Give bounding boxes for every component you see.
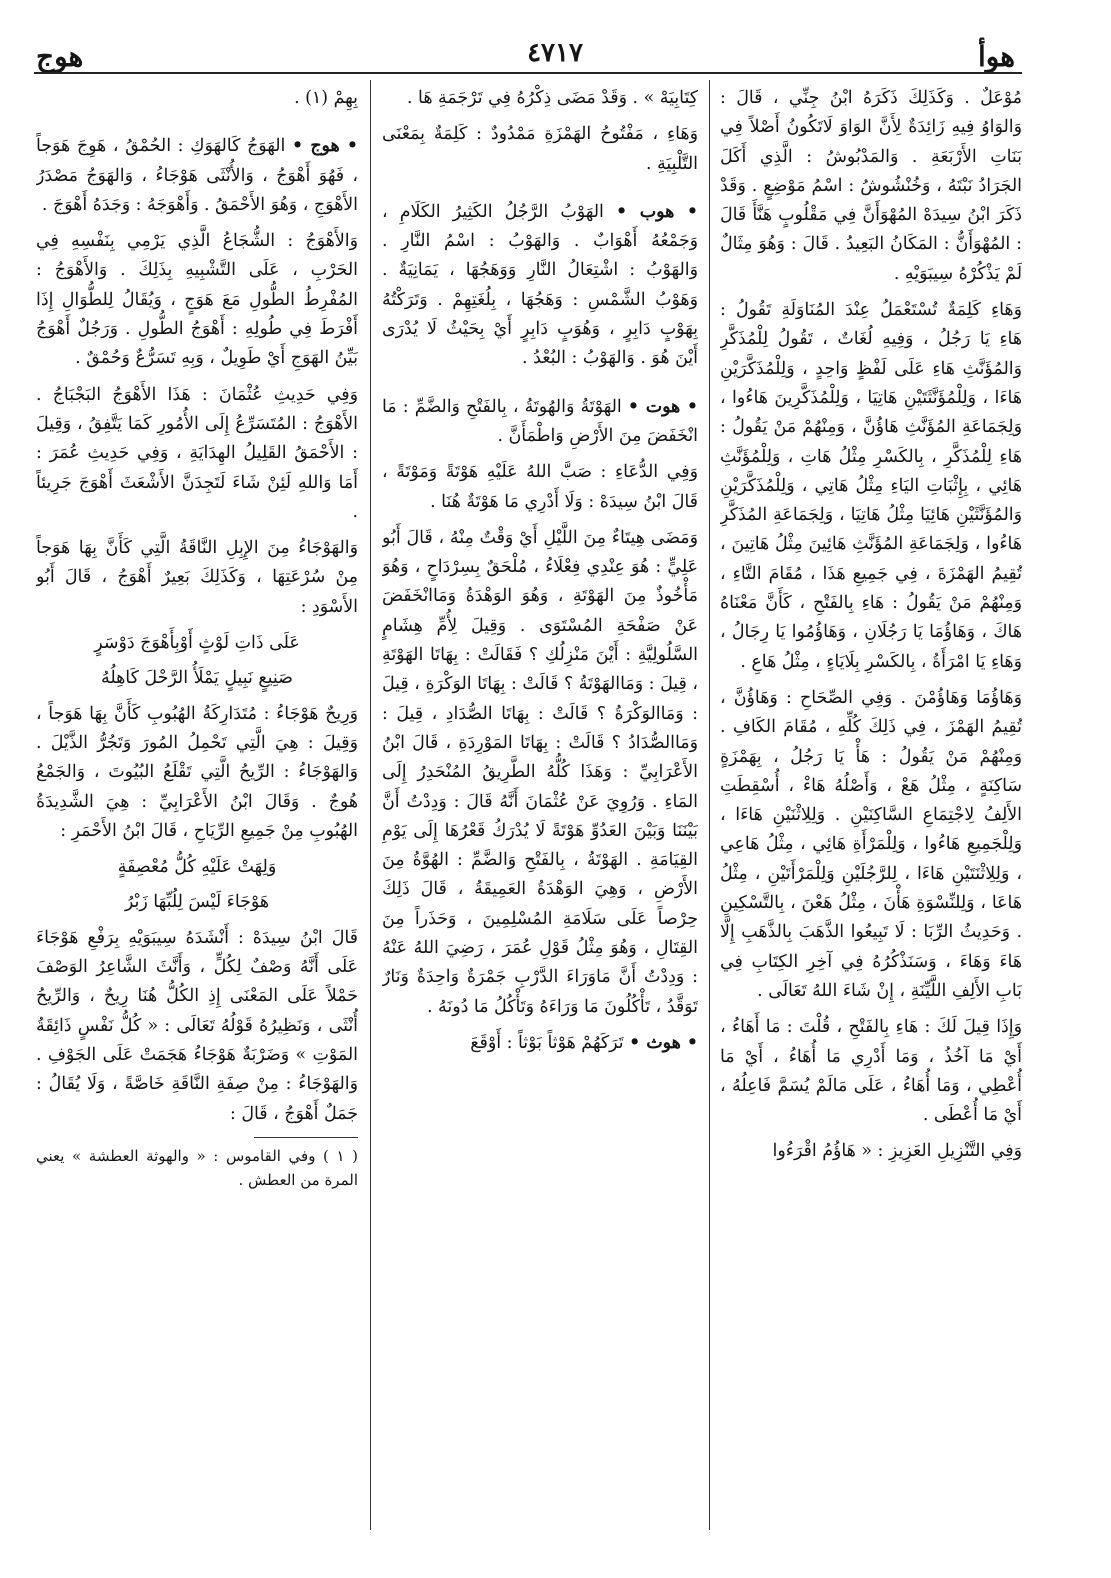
- entry-text: تَرَكَهُمْ هَوْثاً بَوْثاً : أَوْقَعَ: [470, 1032, 624, 1053]
- verse-line: وَلِهَتْ عَلَيْهِ كُلُّ مُعْصِفَةٍ: [117, 857, 277, 878]
- paragraph: وَالهَوْجَاءُ مِنَ الإِبِلِ النَّاقَةُ الَّتِي كَأَنَّ بِهَا هَوَجاً مِنْ سُرْعَتِهَا ، وَكَذَلِكَ بَعِيرٌ أَهْوَجُ ، قَالَ أَبُو الأَسْوَدِ :: [36, 538, 358, 617]
- entry-hwt: [382, 393, 698, 452]
- running-head-right: هوأ: [977, 40, 1015, 73]
- paragraph: وَمَضَى هِيتَاءٌ مِنَ اللَّيْلِ أَيْ وَقْتٌ مِنْهُ ، قَالَ أَبُو عَلِيٍّ : هُوَ عِنْدِي فِعْلَاءُ ، مُلْحَقٌ بِسِرْدَاحٍ ، وَهُوَ مَأْخُوذٌ مِنَ الهَوْتَةِ ، وَهُوَ الوَهْدَةُ وَمَاانْخَفَضَ عَنْ صَفْحَةِ المُسْتَوَى . وَقِيلَ لِأُمِّ هِشَامٍ السَّلُولِيَّةِ : أَيْنَ مَنْزِلُكِ ؟ فَقَالَتْ : بِهَاتَا الهَوْتَةِ ، قِيلَ : وَمَاالهَوْتَةُ ؟ قَالَتْ : بِهَاتَا الوَكْرَةِ ، قِيلَ : وَمَاالوَكْرَةُ ؟ قَالَتْ : بِهَاتَا الصُّدَادِ ، قِيلَ : وَمَاالصُّدَادُ ؟ قَالَتْ : بِهَاتَا المَوْرِدَةِ ، قَالَ ابْنُ الأَعْرَابِيِّ : وَهَذَا كُلُّهُ الطَّرِيقُ المُنْحَدِرُ إِلَى المَاءِ . وَرُوِيَ عَنْ عُثْمَانَ أَنَّهُ قَالَ : وَدِدْتُ أَنَّ بَيْنَنَا وَبَيْنَ العَدُوِّ هَوْتَةً لَا يُدْرَكُ قَعْرُهَا إِلَى يَوْمِ القِيَامَةِ . الهَوْتَةُ ، بِالفَتْحِ وَالضَّمِّ : الهُوَّةُ مِنَ الأَرْضِ ، وَهِيَ الوَهْدَةُ العَمِيقَةُ ، قَالَ ذَلِكَ حِرْصاً عَلَى سَلَامَةِ المُسْلِمِينَ ، وَحَذَراً مِنَ القِتَالِ ، وَهُوَ مِثْلُ قَوْلِ عُمَرَ ، رَضِيَ اللهُ عَنْهُ : وَدِدْتُ أَنَّ مَاوَرَاءَ الدَّرْبِ جَمْرَةٌ وَاحِدَةٌ وَنَارٌ تَوَقَّدُ ، تَأْكُلُونَ مَا وَرَاءَهُ وَتَأْكُلُ مَا دُونَهُ .: [382, 527, 698, 1017]
- entry-headword: • هوت •: [627, 396, 698, 417]
- paragraph: وَإِذَا قِيلَ لَكَ : هَاءِ بِالفَتْحِ ، قُلْتَ : مَا أَهَاءُ ، أَيْ مَا آخُذُ ، وَمَا أَدْرِي مَا أُهَاءُ ، أَيْ مَا أُعْطِي ، وَمَا أُهَاءُ ، عَلَى مَالَمْ يُسَمَّ فَاعِلُهُ ، أَيْ مَا أُعْطَى .: [720, 1017, 1022, 1126]
- paragraph: وَفِي التَّنْزِيلِ العَزِيزِ : « هَاؤُمُ اقْرَءُوا: [772, 1141, 1022, 1162]
- spacer: [382, 381, 698, 393]
- entry-headword: • هوج •: [292, 136, 358, 157]
- paragraph: كِتَابِيَهْ » . وَقَدْ مَضَى ذِكْرُهُ فِي تَرْجَمَةِ هَا .: [407, 88, 698, 108]
- paragraph: وَفِي حَدِيثِ عُثْمَانَ : هَذَا الأَهْوَجُ البَجْبَاجُ . الأَهْوَجُ : المُتَسَرِّعُ إِلَى الأُمُورِ كَمَا يَتَّفِقُ ، وَقِيلَ : الأَحْمَقُ القَلِيلُ الهِدَايَةِ ، وَفِي حَدِيثِ عُمَرَ : أَمَا وَاللهِ لَئِنْ شَاءَ لَتَجِدَنَّ الأَشْعَثَ أَهْوَجَ جَرِيئاً .: [36, 384, 358, 522]
- entry-headword: • هوث •: [629, 1032, 698, 1053]
- footnote-rule: [254, 1137, 358, 1138]
- column-divider-1: [709, 80, 710, 1530]
- verse-line: عَلَى ذَاتِ لَوْثٍ أَوْبِأَهْوَجَ دَوْسَرٍ: [94, 633, 300, 654]
- entry-text: الهَوْبُ الرَّجُلُ الكَثِيرُ الكَلَامِ ، وَجَمْعُهُ أَهْوَابٌ . وَالهَوْبُ : اسْمُ النَّارِ . وَالهَوْبُ : اشْتِعَالُ النَّارِ وَوَهَجُهَا ، يَمَانِيَةٌ . وَهَوْبُ الشَّمْسِ : وَهَجُهَا ، بِلُغَتِهِمْ . وَتَرَكْتُهُ بِهَوْبٍ دَابِرٍ ، وَهُوَبٍ دَابِرٍ أَيْ بِحَيْثُ لَا يُدْرَى أَيْنَ هُوَ . وَالهَوْبُ : البُعْدُ .: [382, 201, 698, 369]
- entry-text: الهَوْتَةُ وَالهُوتَةُ ، بِالفَتْحِ وَالضَّمِّ : مَا انْخَفَضَ مِنَ الأَرْضِ وَاطْمَأَنَّ .: [382, 396, 698, 446]
- page-number: ٤٧١٧: [527, 38, 583, 68]
- paragraph: وَالأَهْوَجُ : الشُّجَاعُ الَّذِي يَرْمِي بِنَفْسِهِ فِي الحَرْبِ ، عَلَى التَّشْبِيهِ بِذَلِكَ . وَالأَهْوَجُ : المُفْرِطُ الطُّولِ مَعَ هَوَجٍ ، وَيُقَالُ لِلطُّوَالِ إِذَا أَفْرَطَ فِي طُولِهِ : أَهْوَجُ الطُّولِ . وَرَجُلٌ أَهْوَجُ بَيِّنُ الهَوَجِ أَيْ طَوِيلٌ ، وَبِهِ تَسَرُّعٌ وَحُمْقٌ .: [36, 231, 358, 369]
- paragraph: مُوْعَلٌ . وَكَذَلِكَ ذَكَرَهُ ابْنُ جِنِّي ، قَالَ : وَالوَاوُ فِيهِ زَائِدَةٌ لِأَنَّ الوَاوَ لَاتَكُونُ أَصْلاً فِي بَنَاتِ الأَرْبَعَةِ . وَالمَدْبُوشُ : الَّذِي أَكَلَ الجَرَادُ نَبْتَهُ ، وَخُنْشُوشُ : اسْمُ مَوْضِعٍ . وَقَدْ ذَكَرَ ابْنُ سِيدَهْ المُهْوَأَنَّ فِي مَقْلُوبٍ هَنَّأَ قَالَ : المُهْوَأَنُّ : المَكَانُ البَعِيدُ . قَالَ : وَهُوَ مِثَالٌ لَمْ يَذْكُرْهُ سِيبَوَيْهِ .: [720, 88, 1022, 284]
- text-column-middle: [382, 84, 698, 1534]
- paragraph: وَفِي الدُّعَاءِ : صَبَّ اللهُ عَلَيْهِ هَوْتَةً وَمَوْتَةً ، قَالَ ابْنُ سِيدَهْ : وَلَا أَدْرِي مَا هَوْتَةٌ هُنَا .: [382, 462, 698, 512]
- text-column-left: [36, 84, 358, 1534]
- verse-line: صَنِيعٍ نَبِيلٍ يَمْلَأُ الرَّحْلَ كَاهِلُهُ: [101, 668, 293, 689]
- entry-headword: • هوب •: [615, 201, 698, 222]
- paragraph: بِهِمْ (١) .: [294, 88, 358, 108]
- entry-hwb: [382, 198, 698, 374]
- spacer: [382, 186, 698, 198]
- header-rule: [34, 72, 1022, 74]
- paragraph: وَهَاءِ كَلِمَةٌ تُسْتَعْمَلُ عِنْدَ المُنَاوَلَةِ تَقُولُ : هَاءِ يَا رَجُلُ ، وَفِيهِ لُغَاتٌ ، تَقُولُ لِلْمُذَكَّرِ وَالمُؤَنَّثِ هَاءِ عَلَى لَفْظٍ وَاحِدٍ ، وَلِلْمُذَكَّرَيْنِ هَاءَا ، وَلِلْمُؤَنَّثَتَيْنِ هَاتِيَا ، وَلِلْمُذَكَّرِينَ هَاءُوا ، وَلِجَمَاعَةِ المُؤَنَّثِ هَاؤُنَّ ، وَمِنْهُمْ مَنْ يَقُولُ : هَاءِ لِلْمُذَكَّرِ ، بِالكَسْرِ مِثْلُ هَاتِ ، وَلِلْمُؤَنَّثِ هَائِي ، بِإِثْبَاتِ اليَاءِ مِثْلُ هَاتِي ، وَلِلْمُذَكَّرَيْنِ وَالمُؤَنَّثَيْنِ هَائِيَا مِثْلُ هَاتِيَا ، وَلِجَمَاعَةِ المُذَكَّرِ هَاءُوا ، وَلِجَمَاعَةِ المُؤَنَّثِ هَائِينَ مِثْلُ هَاتِينَ ، تُقِيمُ الهَمْزَةَ ، فِي جَمِيعِ هَذَا ، مُقَامَ التَّاءِ ، وَمِنْهُمْ مَنْ يَقُولُ : هَاءِ بِالفَتْحِ ، كَأَنَّ مَعْنَاهُ هَاكَ ، وَهَاؤُمَا يَا رَجُلَانِ ، وَهَاؤُمُوا يَا رِجَالُ ، وَهَاءِ يَا امْرَأَةُ ، بِالكَسْرِ بِلَايَاءٍ ، مِثْلُ هَاعِ .: [720, 300, 1022, 672]
- paragraph: وَهَاءِ ، مَفْتُوحُ الهَمْزَةِ مَمْدُودٌ : كَلِمَةٌ بِمَعْنَى التَّلْبِيَةِ .: [382, 124, 698, 174]
- verse-line: هَوْجَاءَ لَيْسَ لِلُبِّهَا زَبْرُ: [124, 892, 270, 913]
- entry-hwth: [382, 1029, 698, 1058]
- running-head-left: هوج: [36, 40, 84, 73]
- entry-text: الهَوَجُ كَالهَوَكِ : الحُمْقُ ، هَوِجَ هَوَجاً ، فَهُوَ أَهْوَجُ ، وَالأُنْثَى هَوْجَاءُ ، وَالهَوَجُ مَصْدَرُ الأَهْوَجِ ، وَهُوَ الأَحْمَقُ . وَأَهْوَجَهُ : وَجَدَهُ أَهْوَجَ .: [36, 136, 358, 215]
- paragraph: وَرِيحٌ هَوْجَاءُ : مُتَدَارِكَةُ الهُبُوبِ كَأَنَّ بِهَا هَوَجاً ، وَقِيلَ : هِيَ الَّتِي تَحْمِلُ المُورَ وَتَجُرُّ الذَّيْلَ . وَالهَوْجَاءُ : الرِّيحُ الَّتِي تَقْلَعُ البُيُوتَ ، وَالجَمْعُ هُوجٌ . وَقَالَ ابْنُ الأَعْرَابِيِّ : هِيَ الشَّدِيدَةُ الهُبُوبِ مِنْ جَمِيعِ الرِّيَاحِ ، قَالَ ابْنُ الأَحْمَرِ :: [36, 703, 358, 841]
- text-column-right: [720, 84, 1022, 1534]
- footnote: ( ١ ) وفي القاموس : « والهوثة العطشة » يعني المرة من العطش .: [36, 1146, 358, 1189]
- entry-hwj: [36, 132, 358, 220]
- paragraph: وَهَاؤُمَا وَهَاؤُمْنَ . وَفِي الصِّحَاحِ : وَهَاؤُنَّ ، تُقِيمُ الهَمْزَ ، فِي ذَلِكَ كُلِّهِ ، مُقَامَ الكَافِ . وَمِنْهُمْ مَنْ يَقُولُ : هَأْ يَا رَجُلُ ، بِهَمْزَةٍ سَاكِنَةٍ ، مِثْلُ هَعْ ، وَأَصْلُهُ هَاءْ ، أُسْقِطَتِ الأَلِفُ لِاجْتِمَاعِ السَّاكِنَيْنِ . وَلِلِاثْنَيْنِ هَاءَا ، وَلِلْجَمِيعِ هَاءُوا ، وَلِلْمَرْأَةِ هَائِي ، مِثْلُ هَاعِي ، وَلِلِاثْنَتَيْنِ هَاءَا ، لِلرَّجُلَيْنِ وَلِلْمَرْأَتَيْنِ ، مِثْلُ هَاعَا ، وَلِلنِّسْوَةِ هَأْنَ ، مِثْلُ هَعْنَ ، بِالتَّسْكِينِ . وَحَدِيثُ الرِّبَا : لَا تَبِيعُوا الذَّهَبَ بِالذَّهَبِ إِلَّا هَاءَ وَهَاءَ ، وَسَنَذْكُرُهُ فِي آخِرِ الكِتَابِ فِي بَابِ الأَلِفِ اللَّيِّنَةِ ، إِنْ شَاءَ اللهُ تَعَالَى .: [720, 687, 1022, 1001]
- column-divider-2: [370, 80, 371, 1530]
- paragraph: قَالَ ابْنُ سِيدَهْ : أَنْشَدَهُ سِيبَوَيْهِ بِرَفْعِ هَوْجَاءَ عَلَى أَنَّهُ وَصْفٌ لِكُلٍّ ، وَأَنَّثَ الشَّاعِرُ الوَصْفَ حَمْلاً عَلَى المَعْنَى إِذِ الكُلُّ هُنَا رِيحٌ ، وَالرِّيحُ أُنْثَى ، وَنَظِيرُهُ قَوْلُهُ تَعَالَى : « كُلُّ نَفْسٍ ذَائِقَةُ المَوْتِ » وَضَرْبَةٌ هَوْجَاءُ هَجَمَتْ عَلَى الجَوْفِ . وَالهَوْجَاءُ : مِنْ صِفَةِ النَّاقَةِ خَاصَّةً ، وَلَا يُقَالُ : جَمَلٌ أَهْوَجُ ، قَالَ :: [36, 927, 358, 1124]
- spacer: [36, 120, 358, 132]
